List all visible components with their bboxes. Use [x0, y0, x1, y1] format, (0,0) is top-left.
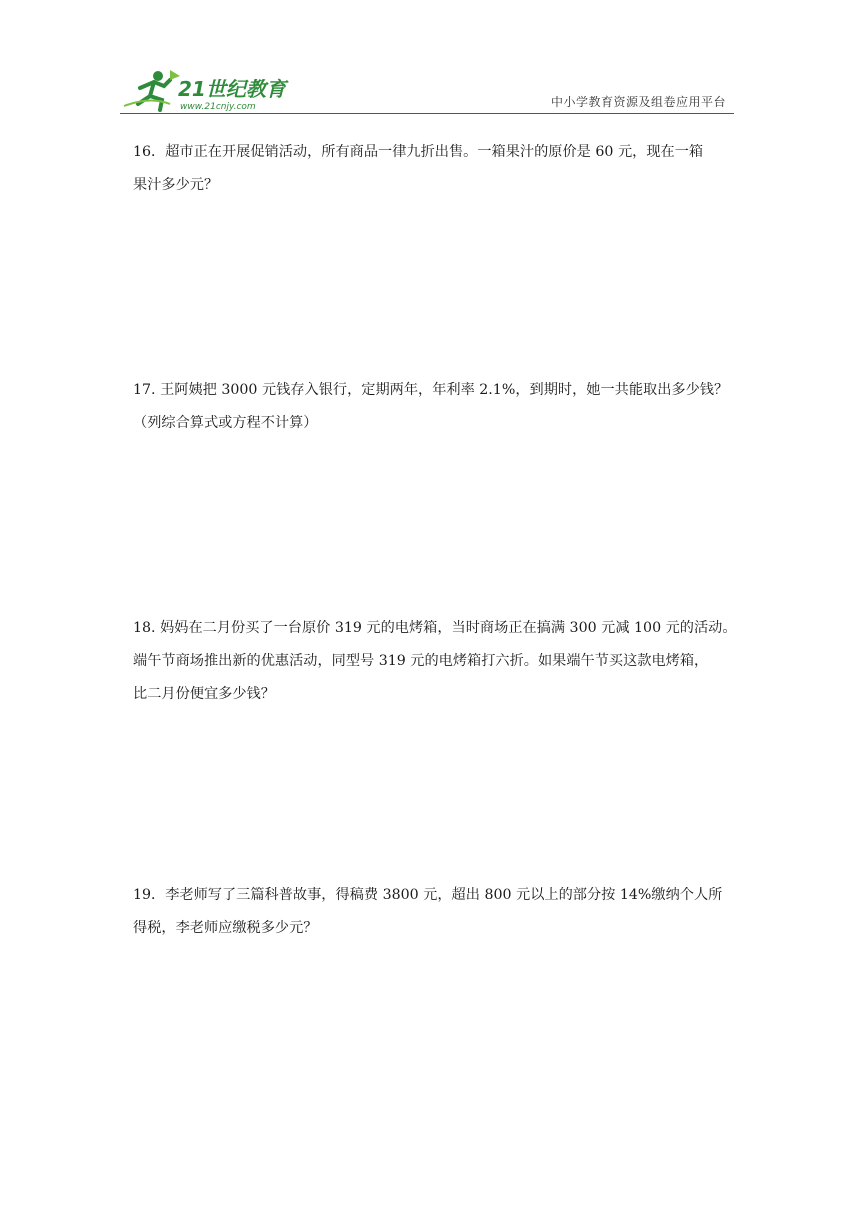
question-line: （列综合算式或方程不计算）	[133, 415, 318, 431]
page-header	[120, 66, 734, 114]
question-line: 16．超市正在开展促销活动，所有商品一律九折出售。一箱果汁的原价是 60 元，现在一箱	[133, 144, 704, 160]
logo-url: www.21cnjy.com	[180, 102, 256, 112]
question-16	[133, 136, 733, 202]
logo-graphic	[120, 66, 300, 114]
question-line: 17. 王阿姨把 3000 元钱存入银行，定期两年，年利率 2.1%，到期时，她一共能取出多少钱？	[133, 382, 729, 398]
question-18	[133, 612, 737, 711]
question-line: 果汁多少元？	[133, 177, 219, 193]
logo-text: 21世纪教育	[178, 77, 286, 101]
question-line: 比二月份便宜多少钱？	[133, 686, 275, 702]
header-divider	[120, 113, 734, 114]
question-19	[133, 879, 733, 945]
question-line: 端午节商场推出新的优惠活动，同型号 319 元的电烤箱打六折。如果端午节买这款电烤箱，	[133, 653, 709, 669]
logo	[120, 66, 300, 114]
question-17	[133, 374, 733, 440]
question-line: 19．李老师写了三篇科普故事，得稿费 3800 元，超出 800 元以上的部分按 14%缴纳个人所	[133, 887, 723, 903]
platform-label: 中小学教育资源及组卷应用平台	[550, 95, 726, 109]
question-line: 得税，李老师应缴税多少元？	[133, 920, 318, 936]
question-line: 18. 妈妈在二月份买了一台原价 319 元的电烤箱，当时商场正在搞满 300 元减 100 元的活动。	[133, 620, 737, 636]
